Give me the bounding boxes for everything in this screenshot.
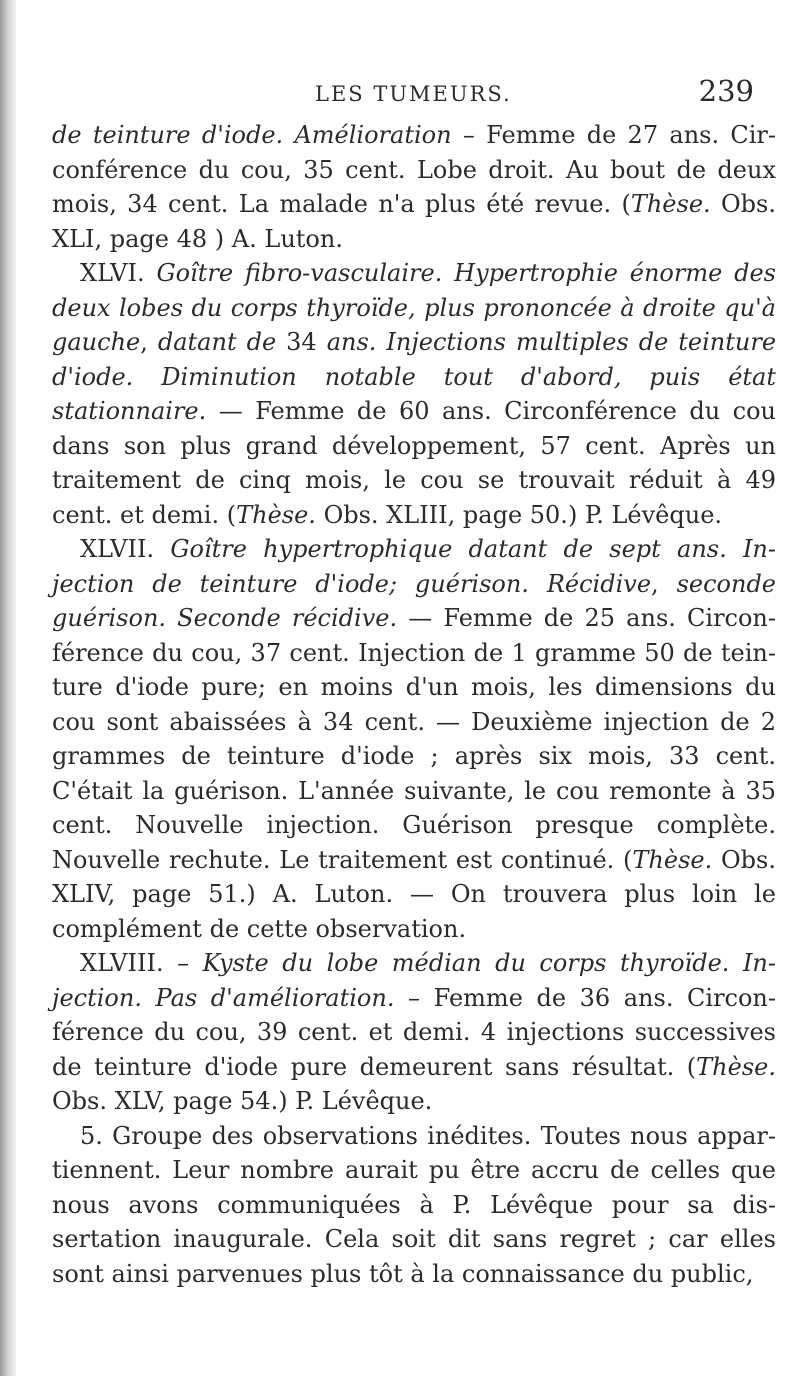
italic-text-run: ans. Injections multiples de teinture d'iode. Diminution notable tout d'abord, puis état stationnaire. [52,328,777,425]
text-run: 5. Groupe des observations inédites. Toutes nous appartiennent. Leur nombre aurait pu être accru de celles que nous avons communiquées à P. Lévêque pour sa dissertation inaugurale. Cela soit dit sans regret ; car elles sont ainsi parvenues plus tôt à la connaissance du public, [52,1121,776,1288]
italic-text-run: Thèse. [632,845,713,874]
text-run: Obs. XLI, page 48 ) A. Luton. [52,190,776,253]
running-title: LES TUMEURS. [315,82,512,106]
italic-text-run: Thèse. [630,190,711,218]
italic-text-run: Thèse. [696,1052,776,1081]
observation-xlviii [52,946,776,1119]
italic-text-run: Goître fibro-vasculaire. Hypertrophie énorme des deux lobes du corps thyroïde, plus prononcée à droite qu'à gauche [52,259,776,356]
text-run: – Femme de 27 ans. Circonférence du cou, 35 cent. Lobe droit. Au bout de deux mois, 34 cent. La malade n'a plus été revue. ( [52,121,776,218]
page-header [52,0,776,118]
text-run: XLVI. [80,259,157,287]
text-run: Obs. XLIV, page 51.) A. Luton. — On trouvera plus loin le complément de cette observation. [52,845,776,943]
observation-xlvi [52,256,776,532]
text-run: 34 [276,328,327,356]
text-run: — Femme de 25 ans. Circonférence du cou, 37 cent. Injection de 1 gramme 50 de teinture d'iode pure; en moins d'un mois, les dimensions du cou sont abaissées à 34 cent. — Deuxième injection de 2 grammes de teinture d'iode ; après six mois, 33 cent. C'était la guérison. L'année suivante, le cou remonte à 35 cent. Nouvelle injection. Guérison presque complète. Nouvelle rechute. Le traitement est continué. ( [52,604,776,874]
observation-xlvii [52,532,776,946]
text-run: — Femme de 60 ans. Circonférence du cou dans son plus grand développement, 57 cent. Après un traitement de cinq mois, le cou se trouvait réduit à 49 cent. et demi. ( [52,397,776,529]
paragraph-continuation [52,118,776,256]
binding-gutter [0,0,16,1376]
italic-text-run: Goître hypertrophique datant de sept ans. Injection de teinture d'iode; guérison. Récidive [52,535,776,598]
section-5-unpublished [52,1119,776,1292]
text-run: , [140,328,158,356]
italic-text-run: Kyste du lobe médian du corps thyroïde. Injection. Pas d'amélioration. [52,949,776,1012]
page-number: 239 [698,74,754,108]
body-text [52,118,776,1291]
italic-text-run: seconde guérison. Seconde récidive. [52,569,777,632]
text-run: , [651,569,677,598]
text-run: Obs. XLV, page 54.) P. Lévêque. [52,1087,433,1115]
italic-text-run: datant de [157,328,277,356]
italic-text-run: de teinture d'iode. Amélioration [52,121,452,149]
book-page [52,0,776,1291]
text-run: – Femme de 36 ans. Circonférence du cou, 39 cent. et demi. 4 injections successives de teinture d'iode pure demeurent sans résultat. ( [52,983,776,1081]
text-run: XLVIII. – [80,949,203,977]
text-run: XLVII. [80,535,171,563]
text-run: Obs. XLIII, page 50.) P. Lévêque. [315,500,723,529]
italic-text-run: Thèse. [236,500,316,529]
